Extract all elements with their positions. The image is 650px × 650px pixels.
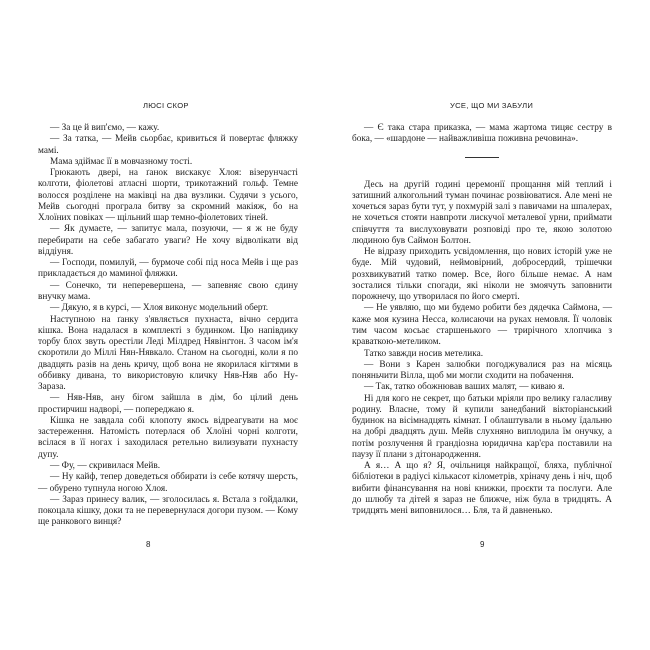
left-page-text <box>38 123 298 529</box>
paragraph: — За це й вип'ємо, — кажу. <box>50 123 160 133</box>
paragraph: — Сонечко, ти неперевершена, — запевняє свою єдину внучку мама. <box>38 280 298 302</box>
paragraph: — Як думаєте, — запитує мала, позуючи, — я ж не буду перебирати на себе забагато уваги? Не хочу відволікати від віддіуня. <box>38 224 298 257</box>
running-header-left: ЛЮСІ СКОР <box>143 101 189 110</box>
paragraph: — Зараз принесу валик, — зголосилась я. Встала з гойдалки, покоцала кішку, доки та не перевернулася догори пузом. — Кому ще ранкового винця? <box>38 494 298 528</box>
page-number-right: 9 <box>480 540 485 549</box>
paragraph: Ні для кого не секрет, що батьки мріяли про велику галасливу родину. Власне, тому й купили занедбаний вікторіанський будинок на вісімнадцять кімнат. І облаштували в ньому їдальню на добрі двадцять душ. Мейв слухняно виплодила їм онучку, а потім розлучення й грандіозна юридична кар'єра поставили на паузу її плани з дітонародження. <box>352 393 612 460</box>
page-number-left: 8 <box>146 540 151 549</box>
right-page <box>325 0 650 650</box>
paragraph: Не відразу приходить усвідомлення, що нових історій уже не буде. Мій чудовий, неймовірний, добросердий, трішечки розхвикуватий татко помер. Все, його більше немає. А нам зосталися тільки спогади, які ніколи не змоячуть заповнити порожнечу, що утворилася по його смерті. <box>352 247 612 303</box>
paragraph: Десь на другій годині церемонії прощання мій теплий і затишний алкогольний туман починає розвіюватися. Але мені не хочеться зараз бути тут, у похмурій залі з павичами на шпалерах, не хочеться стояти навпроти лискучої металевої урни, приймати співчуття та вислуховувати розповіді про те, якою золотою людиною був Саймон Болтон. <box>352 179 612 246</box>
paragraph: — Господи, помилуй, — бурмоче собі під носа Мейв і ще раз прикладається до маминої фляжки. <box>38 258 298 280</box>
paragraph: А я… А що я? Я, очільниця найкращої, бляха, публічної бібліотеки в радіусі кількасот кілометрів, хріначу день і ніч, щоб вибити фінансування на нові книжки, проєкти та послуги. Але до шлюбу та дітей я зараз не ближче, ніж була в тридцять. А тридцять мені виповнилося… Бля, та й давненько. <box>352 461 612 517</box>
paragraph: Наступною на ґанку з'являється пухнаста, вічно сердита кішка. Вона надалася в комплекті з будинком. Цю напівдику торбу блох звуть орестіли Леді Мілдред Нявінґтон. З часом ім'я скоротили до Міллі Нян-Нявкало. Станом на сьогодні, коли я по двадцять разів на день кричу, щоб вона не якорилася кігтями в оббивку дивана, то використовую кличку Няв-Няв або Ну-Зараза. <box>38 314 298 393</box>
section-separator <box>465 157 499 158</box>
paragraph: — Ну кайф, тепер доведеться оббирати із себе котячу шерсть, — обурено тупнула ногою Хлоя. <box>38 472 298 494</box>
paragraph: Грюкають двері, на ґанок вискакує Хлоя: візерунчасті колготи, фіолетові атласні шорти, трикотажний гольф. Темне волосся розділене на маківці на два вузлики. Судячи з усього, Мейв сьогодні програла битву за скромний макіяж, бо на Хлоїних повіках — щільний шар темно-фіолетових тіней. <box>38 168 298 224</box>
paragraph: — Так, татко обожнював ваших малят, — киваю я. <box>364 382 565 393</box>
paragraph: — Є така стара приказка, — мама жартома тицяє сестру в бока, — «шардоне — найважливіша поживна речовина». <box>352 123 612 145</box>
paragraph: — Вони з Карен залюбки погоджувалися раз на місяць поняньчити Віллa, щоб ми могли сходити на побачення. <box>352 359 612 382</box>
running-header-right: УСЕ, ЩО МИ ЗАБУЛИ <box>450 101 534 110</box>
paragraph: — Не уявляю, що ми будемо робити без дядечка Саймона, — каже моя кузина Несса, колисаючи на руках немовля. Її чоловік тим часом косьає старшенького — трирічного хлопчика з краваткою-метеликом. <box>352 303 612 348</box>
paragraph: — Дякую, я в курсі, — Хлоя виконує модельний оберт. <box>50 303 269 314</box>
paragraph: Мама здіймає її в мовчазному тості. <box>50 156 193 167</box>
paragraph: — Няв-Няв, ану бігом зайшла в дім, бо цілий день простирчиш надворі, — попереджаю я. <box>38 393 298 415</box>
right-page-text <box>352 123 612 518</box>
paragraph: — За татка, — Мейв сьорбає, кривиться й повертає фляжку мамі. <box>38 134 298 156</box>
paragraph: — Фу, — скривилася Мейв. <box>50 460 161 471</box>
paragraph: Татко завжди носив метелика. <box>364 348 484 359</box>
paragraph: Кішка не завдала собі клопоту якось відреагувати на моє застереження. Натомість потерлася об Хлоїні чорні колготи, всілася в її ногах і заходилася ретельно вилизувати пухнасту дупу. <box>38 415 298 460</box>
